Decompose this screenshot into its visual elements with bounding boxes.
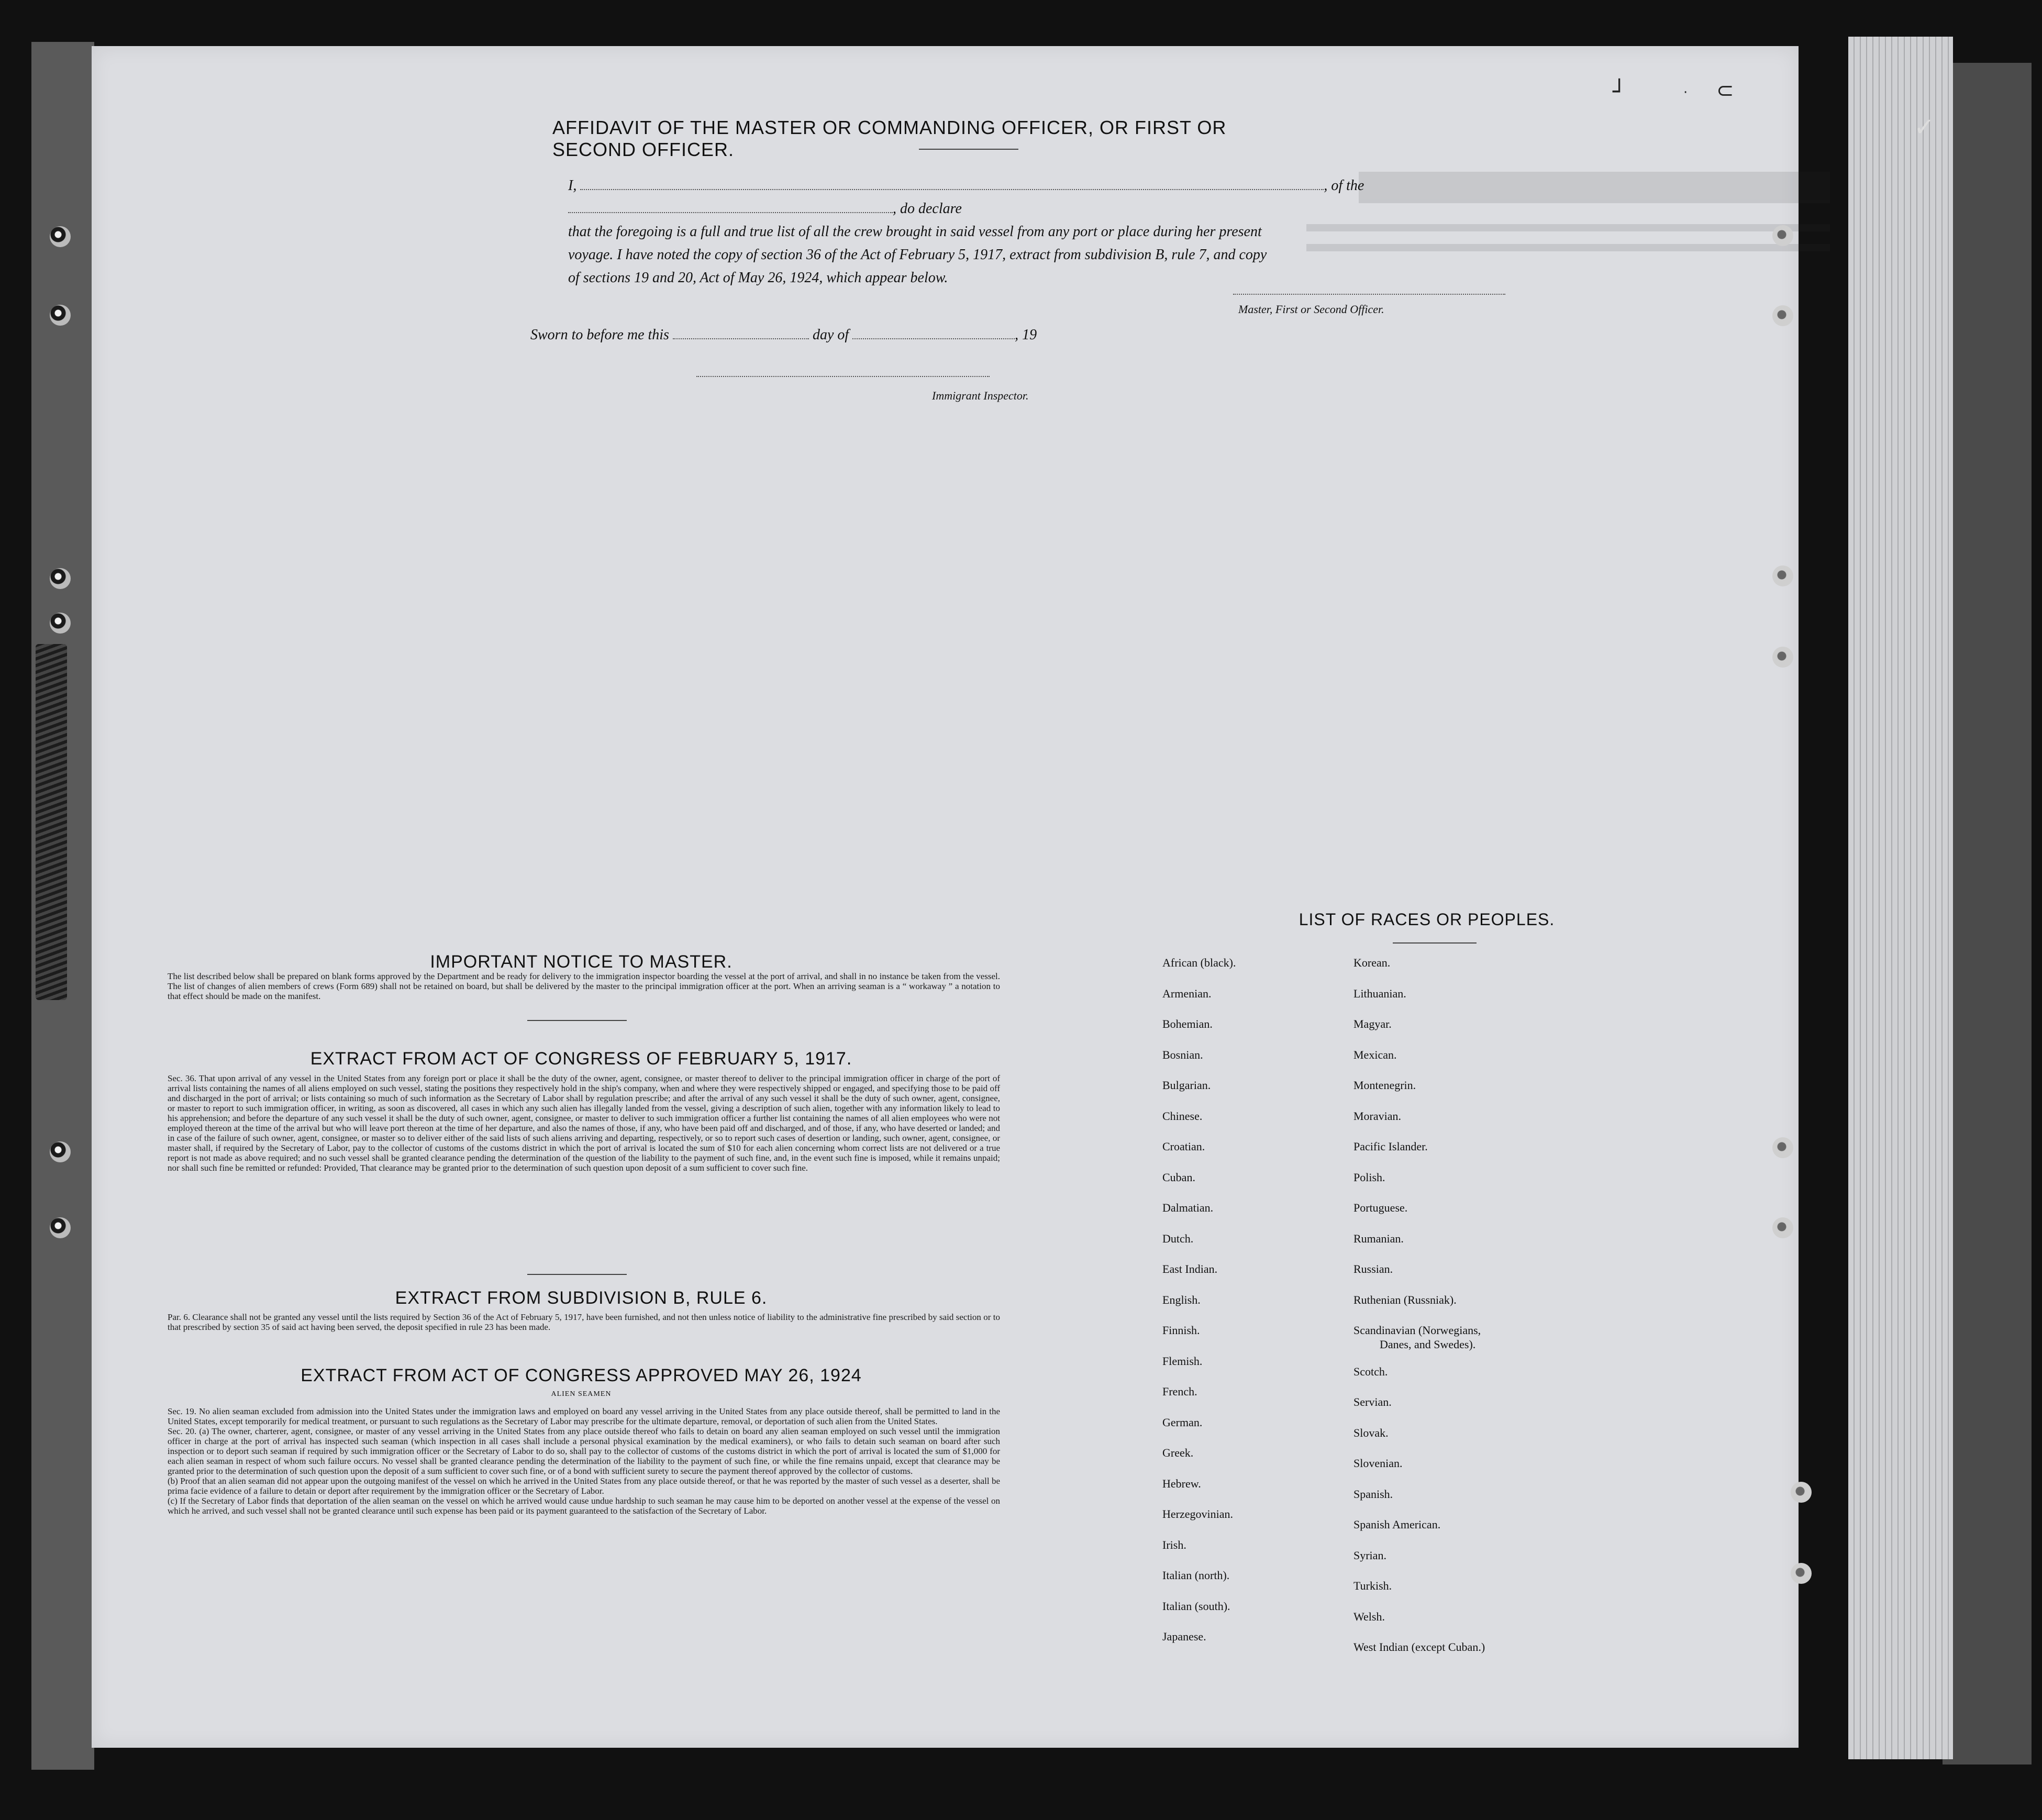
race-item: Scandinavian (Norwegians, — [1353, 1324, 1481, 1337]
race-item: Irish. — [1162, 1538, 1186, 1551]
race-item: Bohemian. — [1162, 1017, 1213, 1030]
race-item: Servian. — [1353, 1395, 1392, 1408]
race-item: Mexican. — [1353, 1048, 1397, 1061]
declaration-line-1 — [568, 174, 1547, 220]
race-item: Dalmatian. — [1162, 1201, 1214, 1214]
race-item: Polish. — [1353, 1171, 1385, 1184]
race-item: Armenian. — [1162, 987, 1212, 1000]
declaration-of-the: , of the — [1324, 177, 1364, 194]
race-item: Italian (north). — [1162, 1569, 1230, 1582]
races-rule — [1393, 942, 1477, 944]
binder-hole — [50, 568, 71, 589]
check-mark: ✓ — [1914, 113, 1935, 142]
races-left-column — [1162, 956, 1340, 1710]
inspector-caption: Immigrant Inspector. — [932, 389, 1029, 402]
races-title: LIST OF RACES OR PEOPLES. — [1299, 910, 1555, 929]
subdivision-b-title: EXTRACT FROM SUBDIVISION B, RULE 6. — [395, 1288, 768, 1308]
race-item: Ruthenian (Russniak). — [1353, 1293, 1457, 1306]
extract-1917-text: Sec. 36. That upon arrival of any vessel in the United States from any foreign port or place it shall be the duty of the owner, agent, consignee, or master thereof to deliver to the principal immigration officer in charge of the port of arrival lists containing the names of all aliens employed on such vessel, stating the positions they respectively hold in the ship's company, when and where they were respectively shipped or engaged, and specifying those to be paid off and discharged in the port of arrival; or lists containing so much of such information as the Secretary of Labor shall by regulation prescribe; and after the arrival of any such vessel it shall be the duty of such owner, agent, consignee, or master to report to such immigration officer, in writing, as soon as discovered, all cases in which any such alien has illegally landed from the vessel, giving a description of such alien, together with any information likely to lead to his apprehension; and before the departure of any such vessel it shall be the duty of such owner, agent, consignee, or master to deliver to such immigration officer a further list containing the names of all alien employees who were not employed thereon at the time of the arrival but who will leave port thereon at the time of her departure, and also the names of those, if any, who have been paid off and discharged, and of those, if any, who have deserted or landed; and in case of the failure of such owner, agent, consignee, or master so to deliver either of the said lists of such aliens arriving and departing, respectively, or so to report such cases of desertion or landing, such owner, agent, consignee, or master shall, if required by the Secretary of Labor, pay to the collector of customs of the customs district in which the port of arrival is located the sum of $10 for each alien concerning whom correct lists are not delivered or a true report is not made as above required; and no such vessel shall be granted clearance pending the determination of the question of the liability to the payment of such fine, and, in the event such fine is imposed, while it remains unpaid; nor shall such fine be remitted or refunded: Provided, That clearance may be granted prior to the determination of such question upon deposit of a sum sufficient to cover such fine. — [168, 1073, 1000, 1173]
race-item: Italian (south). — [1162, 1600, 1230, 1613]
race-item: Cuban. — [1162, 1171, 1195, 1184]
signature-line[interactable] — [1233, 294, 1505, 295]
race-item: Korean. — [1353, 956, 1391, 969]
signature-caption: Master, First or Second Officer. — [1238, 303, 1384, 316]
binder-hole — [1772, 565, 1793, 586]
binder-hole — [50, 226, 71, 247]
race-item: Portuguese. — [1353, 1201, 1408, 1214]
declaration-i: I, — [568, 177, 577, 194]
race-item: Hebrew. — [1162, 1477, 1201, 1490]
name-blank[interactable] — [580, 189, 1324, 190]
declaration-line-2: that the foregoing is a full and true list of all the crew brought in said vessel from any port or place during her present — [568, 224, 1262, 240]
binder-hole — [50, 613, 71, 634]
sec-20b-text: (b) Proof that an alien seaman did not appear upon the outgoing manifest of the vessel on which he arrived in the United States from any place outside thereof, or that he was reported by the master of such vessel as a deserter, shall be prima facie evidence of a failure to detain or deport after requirement by the immigration officer or the Secretary of Labor. — [168, 1476, 1000, 1496]
extract-1924-subtitle: ALIEN SEAMEN — [551, 1390, 612, 1398]
notice-rule — [527, 1020, 627, 1021]
race-item: Slovak. — [1353, 1426, 1389, 1439]
race-item: Spanish American. — [1353, 1518, 1441, 1531]
extract-1924-title: EXTRACT FROM ACT OF CONGRESS APPROVED MAY 26, 1924 — [301, 1366, 862, 1385]
binder-hole — [1772, 1137, 1793, 1158]
affidavit-declaration — [568, 174, 1547, 290]
sworn-year: , 19 — [1015, 327, 1037, 343]
extract-1917-rule — [527, 1274, 627, 1275]
day-blank[interactable] — [673, 338, 809, 339]
race-item: Pacific Islander. — [1353, 1140, 1428, 1153]
binder-hole — [50, 1217, 71, 1238]
title-rule — [919, 149, 1018, 150]
race-item: Spanish. — [1353, 1488, 1393, 1501]
sec-19-text: Sec. 19. No alien seaman excluded from admission into the United States under the immigration laws and employed on board any vessel arriving in the United States from any place outside thereof, shall be permitted to land in the United States, except temporarily for medical treatment, or pursuant to such regulations as the Secretary of Labor may prescribe for the ultimate departure, removal, or deportation of such alien from the United States. — [168, 1406, 1000, 1426]
declaration-line-3: voyage. I have noted the copy of section 36 of the Act of February 5, 1917, extract from subdivision B, rule 7, and copy — [568, 247, 1267, 263]
races-right-column — [1353, 956, 1584, 1710]
race-item: East Indian. — [1162, 1262, 1218, 1275]
race-item: Syrian. — [1353, 1549, 1386, 1562]
declaration-line-4: of sections 19 and 20, Act of May 26, 1924, which appear below. — [568, 270, 948, 286]
binder-hole — [50, 1141, 71, 1162]
pencil-mark: ┘ — [1613, 79, 1626, 104]
race-item: English. — [1162, 1293, 1201, 1306]
race-item: Japanese. — [1162, 1630, 1206, 1643]
race-item: West Indian (except Cuban.) — [1353, 1640, 1485, 1653]
race-item: Croatian. — [1162, 1140, 1205, 1153]
manifest-page — [92, 46, 1799, 1748]
race-item: Lithuanian. — [1353, 987, 1406, 1000]
race-item: African (black). — [1162, 956, 1236, 969]
race-item: Dutch. — [1162, 1232, 1194, 1245]
race-item: Bulgarian. — [1162, 1079, 1211, 1092]
extract-1917-title: EXTRACT FROM ACT OF CONGRESS OF FEBRUARY 5, 1917. — [310, 1049, 852, 1069]
race-item: Magyar. — [1353, 1017, 1392, 1030]
month-blank[interactable] — [852, 338, 1015, 339]
race-item: French. — [1162, 1385, 1197, 1398]
sworn-line — [530, 324, 1263, 347]
race-item: Slovenian. — [1353, 1457, 1403, 1470]
pencil-mark: · — [1683, 85, 1688, 101]
race-item: Flemish. — [1162, 1355, 1203, 1368]
vessel-blank[interactable] — [568, 212, 893, 213]
race-item: Finnish. — [1162, 1324, 1200, 1337]
sec-20a-text: Sec. 20. (a) The owner, charterer, agent, consignee, or master of any vessel arriving in the United States from any place outside thereof who fails to detain on board any alien seaman employed on such vessel until the immigration officer in charge at the port of arrival has inspected such seaman (which inspection in all cases shall include a personal physical examination by the medical examiners), or who fails to detain such seaman on board after such inspection or to deport such seaman if required by such immigration officer or the Secretary of Labor to do so, shall pay to the collector of customs of the customs district in which the port of arrival is located the sum of $1,000 for each alien seaman in respect of whom such failure occurs. No vessel shall be granted clearance pending the determination of the liability to the payment of such fine, or while the fine remains unpaid, except that clearance may be granted prior to the determination of such question upon the deposit of a sum sufficient to cover such fine, or of a bond with sufficient surety to secure the payment thereof approved by the collector of customs. — [168, 1426, 1000, 1476]
sworn-day-of: day of — [812, 327, 849, 343]
binder-hole — [1772, 1217, 1793, 1238]
binder-hole — [1772, 225, 1793, 246]
race-item: Herzegovinian. — [1162, 1507, 1233, 1521]
race-item-continuation: Danes, and Swedes). — [1380, 1338, 1476, 1351]
binder-strap — [36, 644, 67, 1000]
binder-hole — [1772, 305, 1793, 326]
race-item: Montenegrin. — [1353, 1079, 1416, 1092]
stacked-page-edges — [1848, 37, 1953, 1759]
sec-20c-text: (c) If the Secretary of Labor finds that deportation of the alien seaman on the vessel on which he arrived would cause undue hardship to such seaman he may cause him to be deported on another vessel at the expense of the vessel on which he arrived, and such vessel shall not be granted clearance until such expense has been paid or its payment guaranteed to the satisfaction of the Secretary of Labor. — [168, 1496, 1000, 1516]
race-item: Moravian. — [1353, 1109, 1402, 1123]
race-item: German. — [1162, 1416, 1203, 1429]
binder-hole — [50, 305, 71, 326]
binder-hole — [1791, 1563, 1812, 1584]
race-item: Chinese. — [1162, 1109, 1203, 1123]
race-item: Greek. — [1162, 1446, 1194, 1459]
binder-hole — [1772, 647, 1793, 668]
extract-1924-body — [168, 1406, 1000, 1516]
race-item: Rumanian. — [1353, 1232, 1404, 1245]
subdivision-b-text: Par. 6. Clearance shall not be granted any vessel until the lists required by Section 36 of the Act of February 5, 1917, have been furnished, and not then unless notice of liability to the administrative fine prescribed by said section or to that prescribed by section 35 of said act having been served, the deposit specified in rule 23 has been made. — [168, 1312, 1000, 1332]
affidavit-title: AFFIDAVIT OF THE MASTER OR COMMANDING OFFICER, OR FIRST OR SECOND OFFICER. — [552, 117, 1227, 160]
notice-title: IMPORTANT NOTICE TO MASTER. — [430, 952, 733, 972]
notice-text: The list described below shall be prepared on blank forms approved by the Department and be ready for delivery to the immigration inspector boarding the vessel at the port of arrival, and shall in no instance be taken from the vessel. The list of changes of alien members of crews (Form 689) shall not be retained on board, but shall be delivered by the master to the principal immigration officer at the port. When an arriving seaman is a “ workaway ” a notation to that effect should be made on the manifest. — [168, 971, 1000, 1001]
background-shadow — [1943, 63, 2032, 1764]
race-item: Russian. — [1353, 1262, 1393, 1275]
declaration-do-declare: , do declare — [893, 201, 962, 217]
binder-hole — [1791, 1482, 1812, 1503]
sworn-prefix: Sworn to before me this — [530, 327, 669, 343]
race-item: Bosnian. — [1162, 1048, 1203, 1061]
pencil-mark: ⊂ — [1716, 79, 1734, 103]
race-item: Turkish. — [1353, 1579, 1392, 1592]
race-item: Scotch. — [1353, 1365, 1388, 1378]
inspector-signature-line[interactable] — [696, 376, 990, 377]
race-item: Welsh. — [1353, 1610, 1385, 1623]
